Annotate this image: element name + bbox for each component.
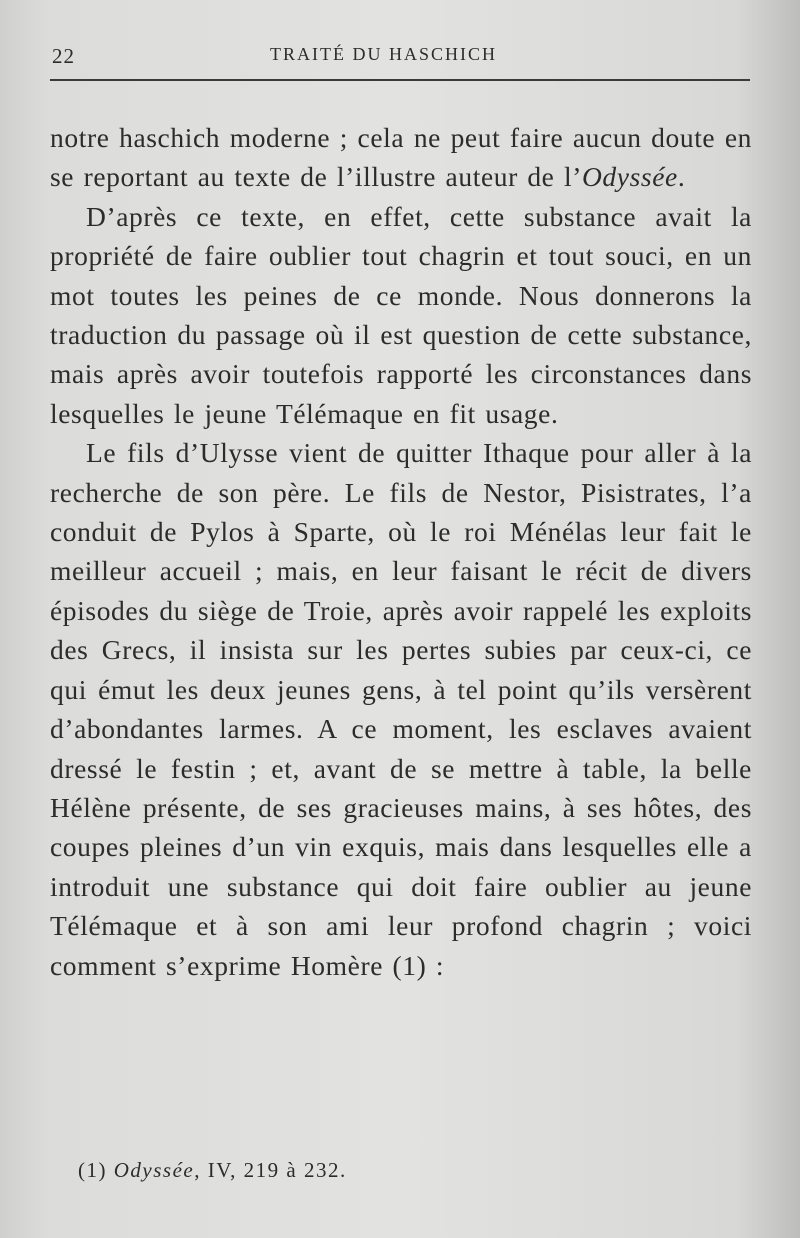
paragraph-3: Le fils d’Ulysse vient de quitter Ithaque pour aller à la recherche de son père. Le fils de Nestor, Pisistrates, l’a conduit de Pylos à Sparte, où le roi Ménélas leur fait le meilleur accueil ; mais, en leur faisant le récit de divers épisodes du siège de Troie, après avoir rappelé les exploits des Grecs, il insista sur les pertes subies par ceux-ci, ce qui émut les deux jeunes gens, à tel point qu’ils versèrent d’abondantes larmes. A ce moment, les esclaves avaient dressé le festin ; et, avant de se mettre à table, la belle Hélène présente, de ses gracieuses mains, à ses hôtes, des coupes pleines d’un vin exquis, mais dans lesquelles elle a introduit une substance qui doit faire oublier au jeune Télémaque et à son ami leur profond chagrin ; voici comment s’exprime Homère (1) : xyxy=(50,437,752,981)
page-number: 22 xyxy=(52,44,75,68)
page-header xyxy=(52,38,750,78)
footnote-marker: (1) xyxy=(78,1158,107,1182)
header-rule xyxy=(50,79,750,81)
paragraph-1-text: notre haschich moderne ; cela ne peut faire aucun doute en se reportant au texte de l’illustre auteur de l’ xyxy=(50,122,752,193)
footnote-title: Odyssée xyxy=(113,1158,195,1182)
footnote-reference: , IV, 219 à 232. xyxy=(194,1158,347,1182)
paragraph-1-end: . xyxy=(677,161,686,193)
paragraph-2: D’après ce texte, en effet, cette substance avait la propriété de faire oublier tout chagrin et tout souci, en un mot toutes les peines de ce monde. Nous donnerons la traduction du passage où il est question de cette substance, mais après avoir toutefois rapporté les circonstances dans lesquelles le jeune Télémaque en fit usage. xyxy=(50,200,752,429)
body-text xyxy=(50,118,752,985)
running-head: TRAITÉ DU HASCHICH xyxy=(270,44,497,64)
odyssee-title: Odyssée xyxy=(581,161,678,193)
paragraph-1 xyxy=(50,118,752,197)
footnote xyxy=(78,1158,347,1183)
